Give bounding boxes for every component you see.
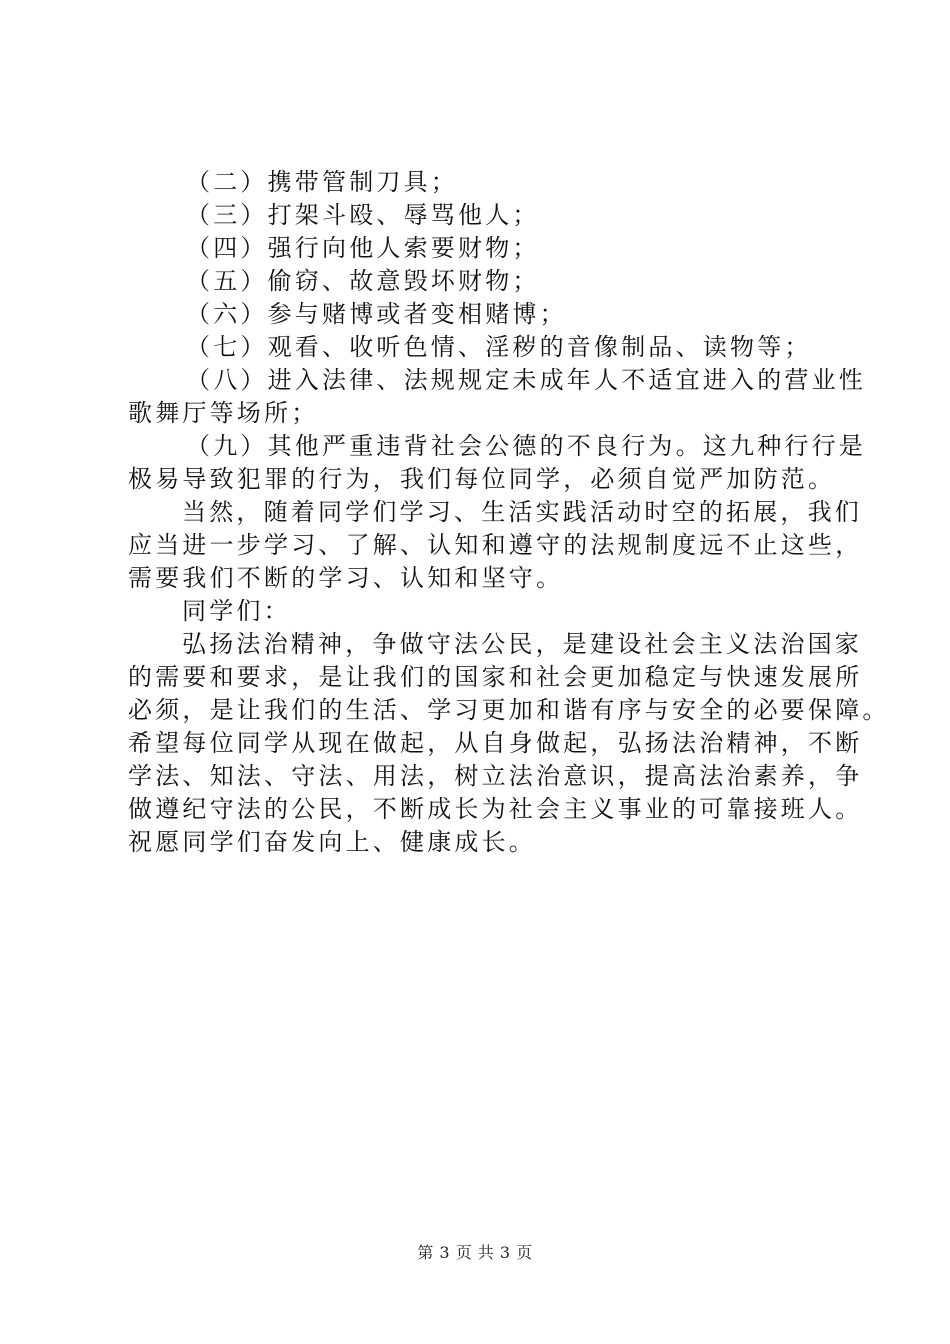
document-body xyxy=(128,166,890,859)
text-line: （三）打架斗殴、辱骂他人； xyxy=(186,201,540,229)
text-line: 学法、知法、守法、用法，树立法治意识，提高法治素养，争 xyxy=(128,762,863,790)
text-line: （七）观看、收听色情、淫秽的音像制品、读物等； xyxy=(186,333,812,361)
text-line: 弘扬法治精神，争做守法公民，是建设社会主义法治国家 xyxy=(182,630,862,658)
text-line: （二）携带管制刀具； xyxy=(186,168,458,196)
text-line: （八）进入法律、法规规定未成年人不适宜进入的营业性 xyxy=(186,366,866,394)
text-line: （四）强行向他人索要财物； xyxy=(186,234,540,262)
text-line: 极易导致犯罪的行为，我们每位同学，必须自觉严加防范。 xyxy=(128,465,836,493)
text-line: 当然，随着同学们学习、生活实践活动时空的拓展，我们 xyxy=(182,498,862,526)
text-line: 必须，是让我们的生活、学习更加和谐有序与安全的必要保障。 xyxy=(128,696,890,724)
text-line: 祝愿同学们奋发向上、健康成长。 xyxy=(128,828,536,856)
text-line: （五）偷窃、故意毁坏财物； xyxy=(186,267,540,295)
text-line: 希望每位同学从现在做起，从自身做起，弘扬法治精神，不断 xyxy=(128,729,863,757)
text-line: （九）其他严重违背社会公德的不良行为。这九种行行是 xyxy=(186,432,866,460)
salutation-line: 同学们： xyxy=(182,597,291,625)
text-line: （六）参与赌博或者变相赌博； xyxy=(186,300,567,328)
text-line: 的需要和要求，是让我们的国家和社会更加稳定与快速发展所 xyxy=(128,663,863,691)
text-line: 做遵纪守法的公民，不断成长为社会主义事业的可靠接班人。 xyxy=(128,795,863,823)
text-line: 需要我们不断的学习、认知和坚守。 xyxy=(128,564,564,592)
text-line: 歌舞厅等场所； xyxy=(128,399,319,427)
text-line: 应当进一步学习、了解、认知和遵守的法规制度远不止这些， xyxy=(128,531,863,559)
page-number-footer: 第 3 页 共 3 页 xyxy=(417,1243,533,1262)
